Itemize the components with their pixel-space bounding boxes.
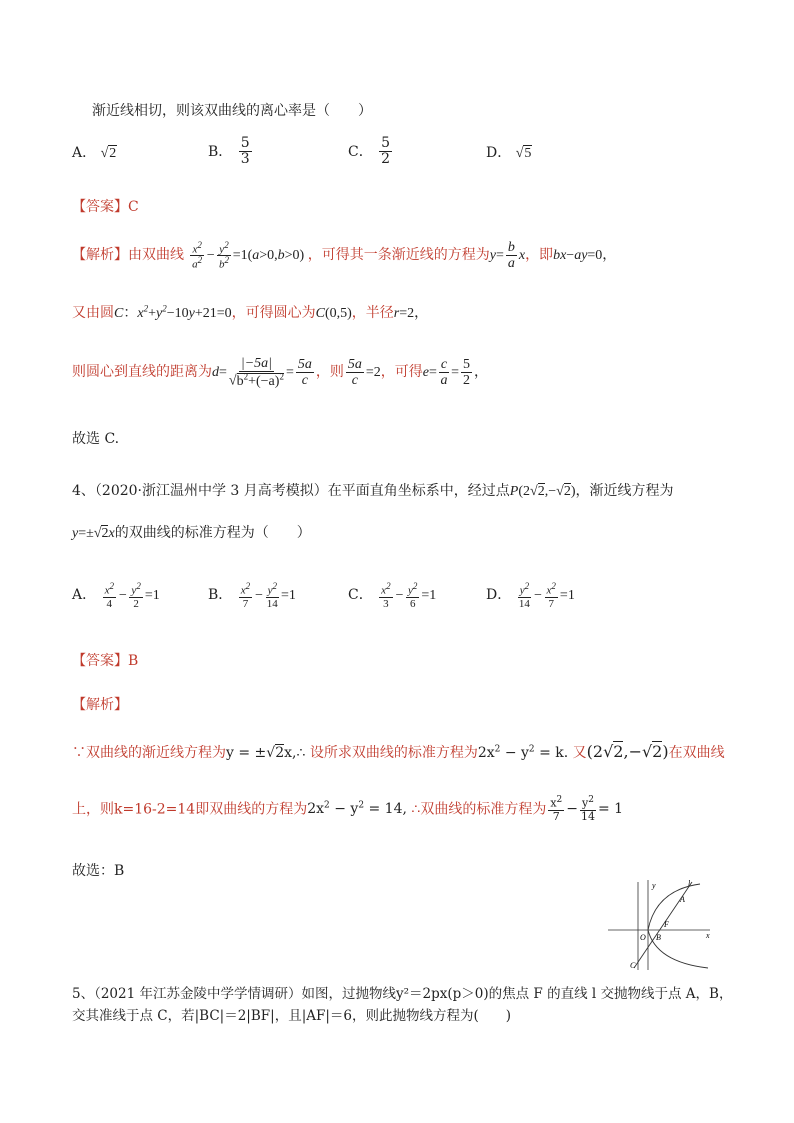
point-p: P(2√2,−√2): [509, 484, 576, 499]
label: B．: [208, 587, 233, 604]
text: 4、（2020·浙江温州中学 3 月高考模拟）在平面直角坐标系中，经过点: [72, 483, 510, 499]
text: 上，则k=16-2=14即双曲线的方程为: [72, 801, 308, 818]
text: ，可得圆心为: [231, 305, 316, 321]
value: $\frac{x^2}{7}$ − $\frac{y^2}{14}$ =1: [240, 581, 296, 610]
text: 的双曲线的标准方程为（ ）: [114, 525, 311, 541]
value: $\frac{x^2}{4}$ − $\frac{y^2}{2}$ =1: [104, 581, 160, 610]
text: ，渐近线方程为: [575, 483, 674, 499]
text: ，即: [525, 247, 554, 264]
q3-option-c: [348, 136, 394, 168]
q3-analysis-line3: [72, 356, 488, 389]
q5-stem-line2: 交其准线于点 C，若|BC|＝2|BF|，且|AF|＝6，则此抛物线方程为( ): [72, 1008, 512, 1024]
q3-analysis-line2: [72, 302, 428, 322]
math: $2x^2 - y^2 = k$.: [477, 744, 573, 761]
q3-option-d: [486, 142, 532, 162]
text: ∵双曲线的渐近线方程为: [72, 745, 226, 761]
math: $\frac{x^2}{7}$ − $\frac{y^2}{14}$ = 1: [550, 795, 624, 823]
label: D．: [486, 587, 512, 604]
q3-option-b-label: B．: [208, 143, 233, 160]
radius: r=2，: [393, 306, 429, 321]
q3-option-c-value: $\frac{5}{2}$: [381, 135, 391, 168]
label-x: x: [706, 931, 710, 940]
asymptote: y=±√2x: [72, 526, 115, 541]
circle-equation: C：$x^2+y^2-10y+21=0$: [114, 303, 232, 321]
value: $\frac{x^2}{3}$ − $\frac{y^2}{6}$ =1: [381, 581, 437, 610]
label-b: B: [656, 933, 661, 942]
q3-option-d-value: √5: [515, 146, 532, 161]
point: (2√2,−√2): [586, 742, 669, 761]
q4-analysis-line2: [72, 796, 623, 823]
q3-option-b-value: $\frac{5}{3}$: [240, 135, 250, 168]
text: 又由圆: [72, 305, 114, 321]
text: ∴双曲线的标准方程为: [411, 801, 547, 818]
label: C．: [348, 587, 373, 604]
q4-option-a: [72, 582, 160, 610]
circle-center: C(0,5): [315, 306, 352, 321]
line-equation: bx−ay=0，: [553, 248, 617, 264]
q4-stem-line1: [72, 480, 673, 500]
distance-formula: d= $\frac{|-5a|}{√b^2+(-a)^2}$ = $\frac{5a}{c}$: [212, 356, 312, 390]
q4-option-c: [348, 582, 436, 610]
label-f: F: [664, 920, 669, 929]
q4-answer: 【答案】B: [72, 653, 139, 669]
parabola-curve: [648, 884, 708, 968]
q4-option-b: [208, 582, 296, 610]
q3-option-c-label: C．: [348, 143, 373, 160]
asymptote-equation: y= $\frac{b}{a}$ x: [489, 240, 526, 272]
text: 设所求双曲线的标准方程为: [309, 745, 478, 761]
label-a: A: [680, 895, 685, 904]
q4-analysis-line1: [72, 742, 725, 762]
text: ，则: [315, 363, 344, 380]
parabola-figure: [604, 876, 716, 972]
q3-stem-tail: 渐近线相切，则该双曲线的离心率是（ ）: [92, 103, 372, 119]
q3-conclusion: 故选 C.: [72, 431, 120, 447]
q3-option-a: [72, 142, 117, 162]
q3-option-a-label: A．: [72, 145, 97, 161]
eccentricity: e= $\frac{c}{a}$ = $\frac{5}{2}$ ，: [422, 356, 488, 389]
q5-stem-line1: 5、（2021 年江苏金陵中学学情调研）如图，过抛物线y²＝2px(p＞0)的焦点 F 的直线 l 交抛物线于点 A，B，: [72, 986, 733, 1002]
q3-option-a-value: √2: [100, 146, 117, 161]
text: 由双曲线: [128, 247, 184, 264]
math: y = ±√2x,∴: [226, 745, 310, 761]
hyperbola-equation: $\frac{x^2}{a^2}$ − $\frac{y^2}{b^2}$ =1(a>0,b>0): [192, 239, 305, 272]
q4-option-d: [486, 582, 575, 610]
text: ，可得其一条渐近线的方程为: [307, 247, 490, 264]
label: A．: [72, 587, 97, 604]
value: $\frac{y^2}{14}$ − $\frac{x^2}{7}$ =1: [518, 581, 575, 610]
q4-analysis-label: 【解析】: [72, 697, 128, 713]
q3-analysis-line1: [72, 240, 616, 272]
analysis-label: 【解析】: [72, 247, 128, 264]
label-y: y: [652, 881, 656, 890]
text: ，半径: [351, 305, 394, 321]
label-o: O: [640, 933, 646, 942]
label-l: l: [688, 879, 691, 888]
math: $2x^2 - y^2 = 14$,: [307, 800, 412, 818]
q3-option-b: [208, 136, 254, 168]
q3-answer: 【答案】C: [72, 199, 139, 215]
text: 则圆心到直线的距离为: [72, 363, 212, 380]
text: 在双曲线: [668, 745, 725, 761]
label-c: C: [630, 961, 636, 970]
text: ，可得: [380, 363, 423, 380]
q4-conclusion: 故选：B: [72, 863, 125, 879]
q3-option-d-label: D．: [486, 145, 512, 161]
distance-equal: $\frac{5a}{c}$ =2: [347, 356, 381, 389]
text: 又: [572, 745, 587, 761]
q4-stem-line2: [72, 522, 311, 542]
